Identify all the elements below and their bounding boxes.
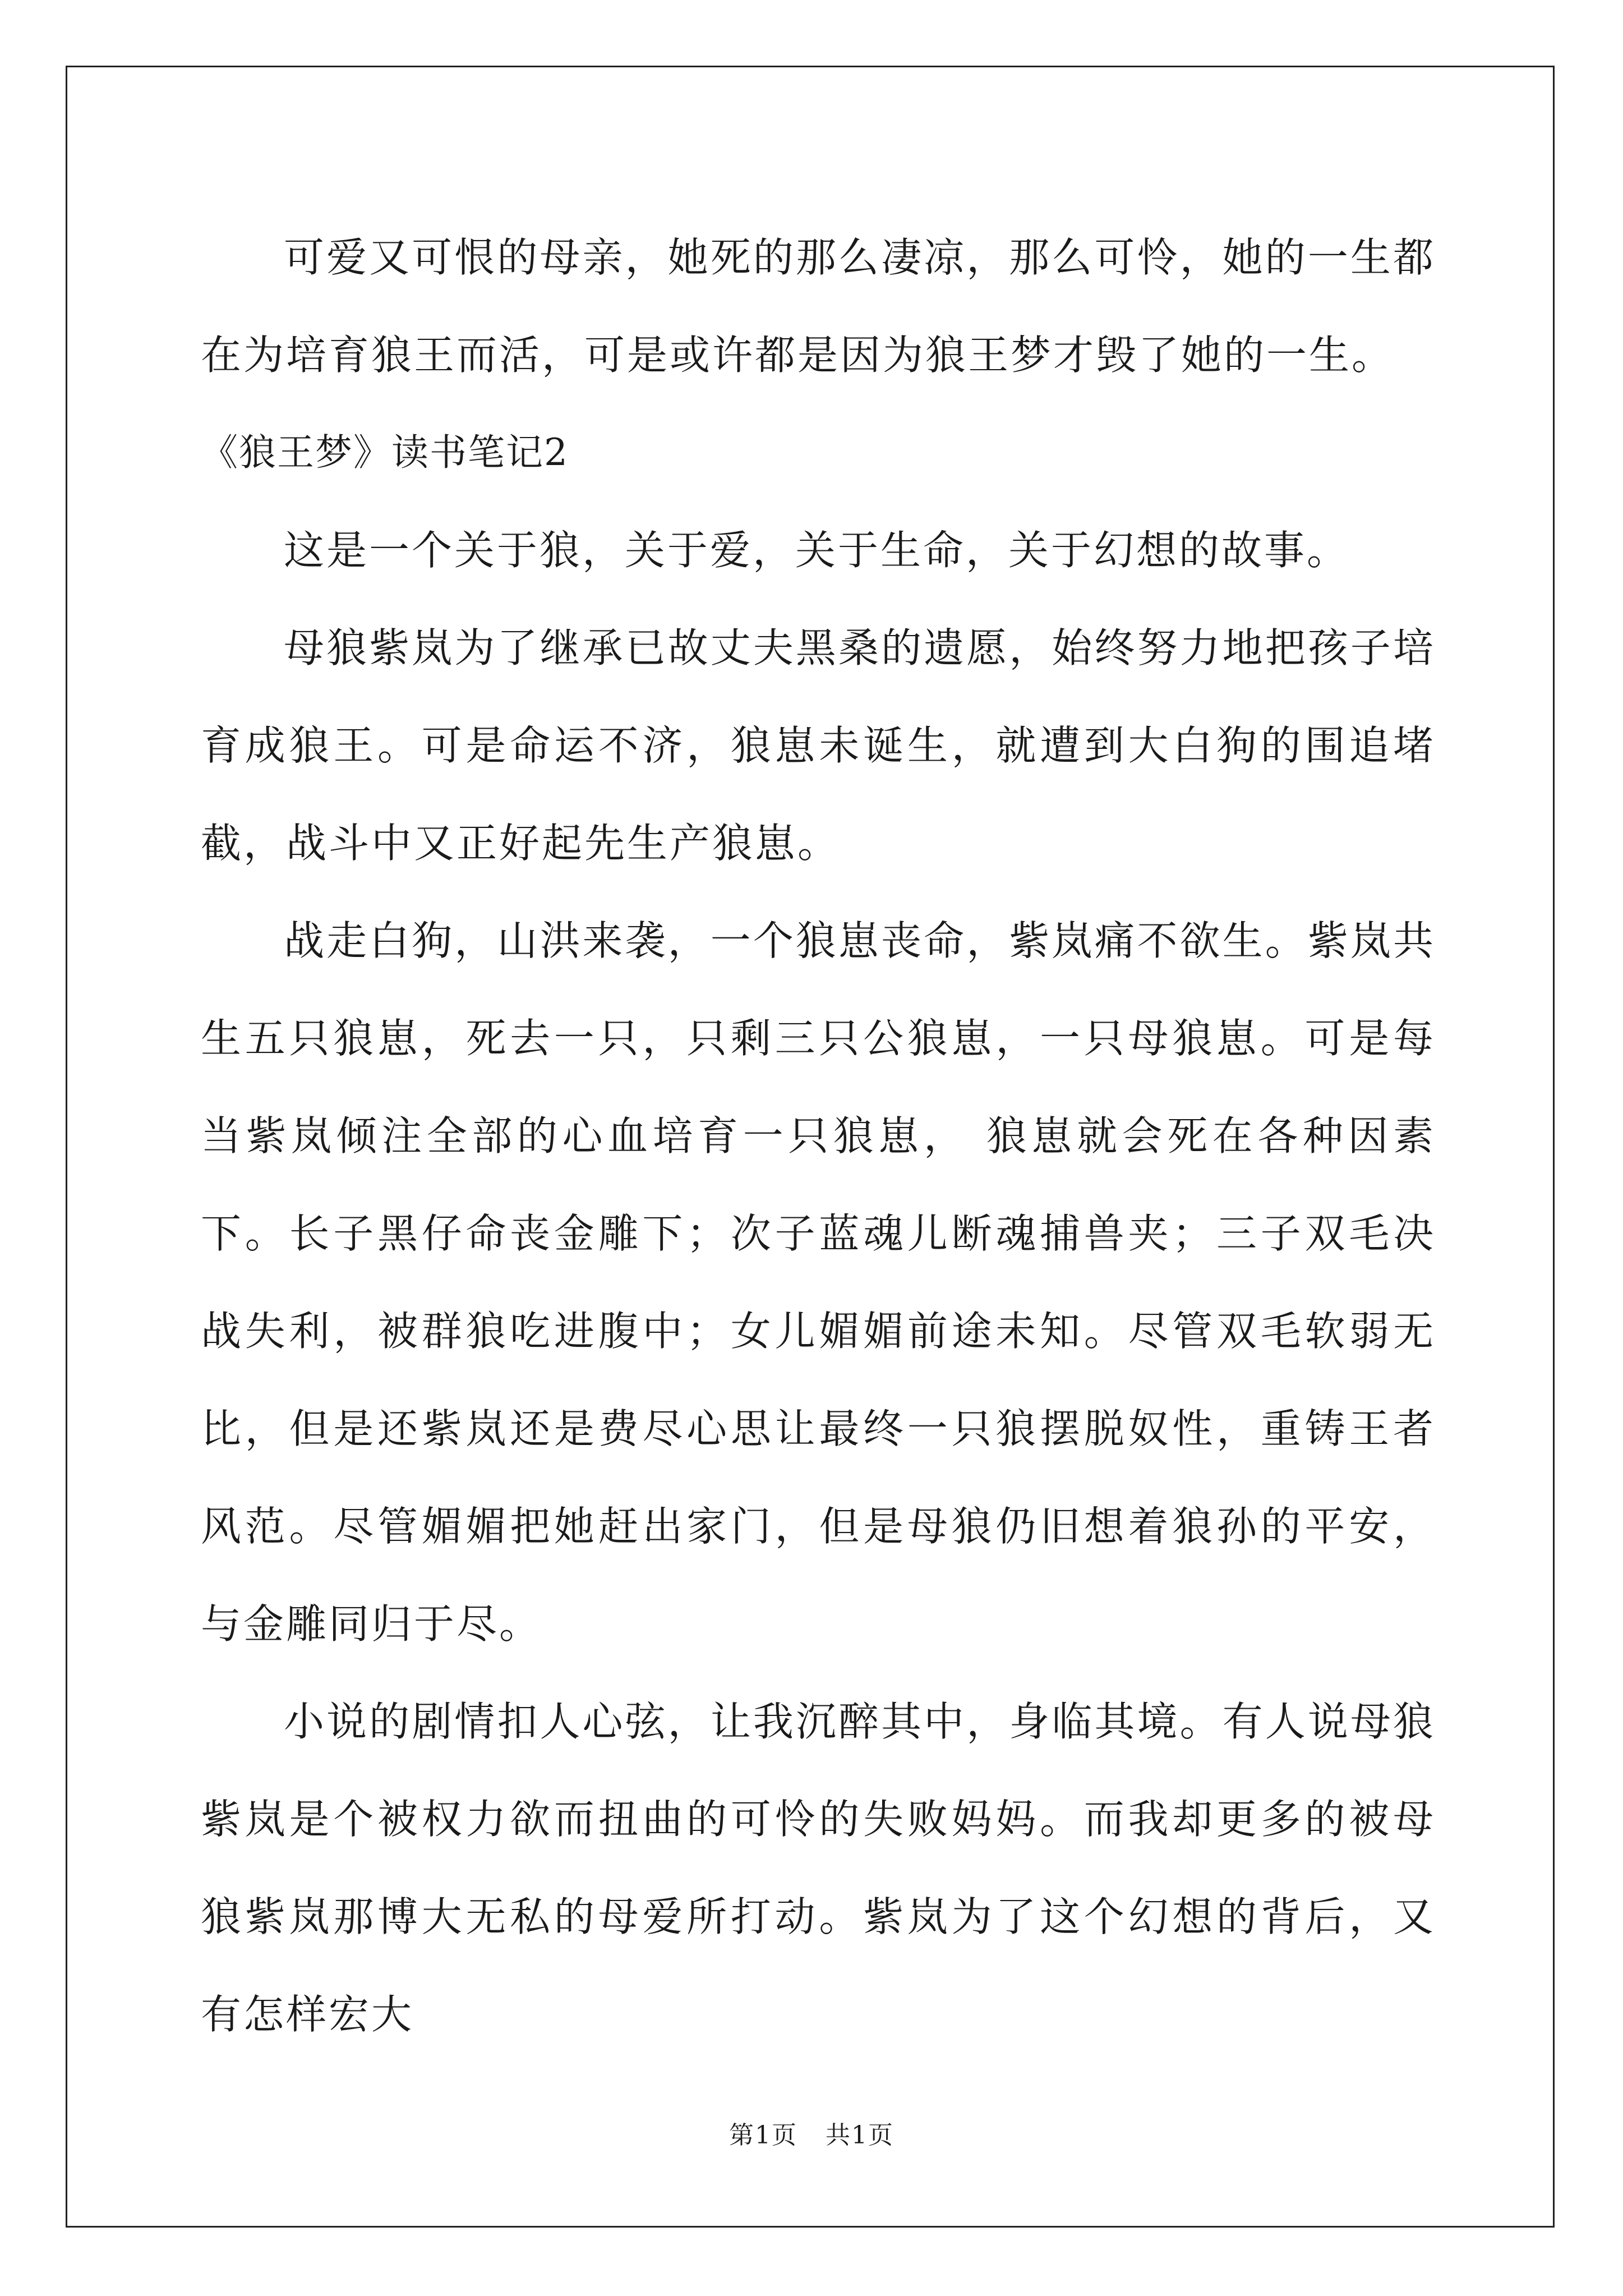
section-heading: 《狼王梦》读书笔记2 <box>201 431 569 474</box>
document-body <box>201 209 1436 2063</box>
paragraph-zilan-wish: 母狼紫岚为了继承已故丈夫黑桑的遗愿，始终努力地把孩子培育成狼王。可是命运不济，狼崽未诞生，就遭到大白狗的围追堵截，战斗中又正好起先生产狼崽。 <box>201 624 1436 867</box>
paragraph-reflection: 小说的剧情扣人心弦，让我沉醉其中，身临其境。有人说母狼紫岚是个被权力欲而扭曲的可怜的失败妈妈。而我却更多的被母狼紫岚那博大无私的母爱所打动。紫岚为了这个幻想的背后，又有怎样宏大 <box>201 1698 1436 2038</box>
paragraph-mother-lament: 可爱又可恨的母亲，她死的那么凄凉，那么可怜，她的一生都在为培育狼王而活，可是或许都是因为狼王梦才毁了她的一生。 <box>201 234 1436 379</box>
page-total: 共1页 <box>826 2121 894 2150</box>
paragraph-story-intro: 这是一个关于狼，关于爱，关于生命，关于幻想的故事。 <box>284 527 1350 574</box>
page-footer <box>0 2115 1623 2151</box>
paragraph-cubs-fate: 战走白狗，山洪来袭，一个狼崽丧命，紫岚痛不欲生。紫岚共生五只狼崽，死去一只，只剩三只公狼崽，一只母狼崽。可是每当紫岚倾注全部的心血培育一只狼崽， 狼崽就会死在各种因素下。长子黑仔命丧金雕下；次子蓝魂儿断魂捕兽夹；三子双毛决战失利，被群狼吃进腹中；女儿媚媚前途未知。尽管双毛软弱无比，但是还紫岚还是费尽心思让最终一只狼摆脱奴性，重铸王者风范。尽管媚媚把她赶出家门，但是母狼仍旧想着狼孙的平安，与金雕同归于尽。 <box>201 917 1436 1648</box>
page-number: 第1页 <box>729 2121 797 2150</box>
